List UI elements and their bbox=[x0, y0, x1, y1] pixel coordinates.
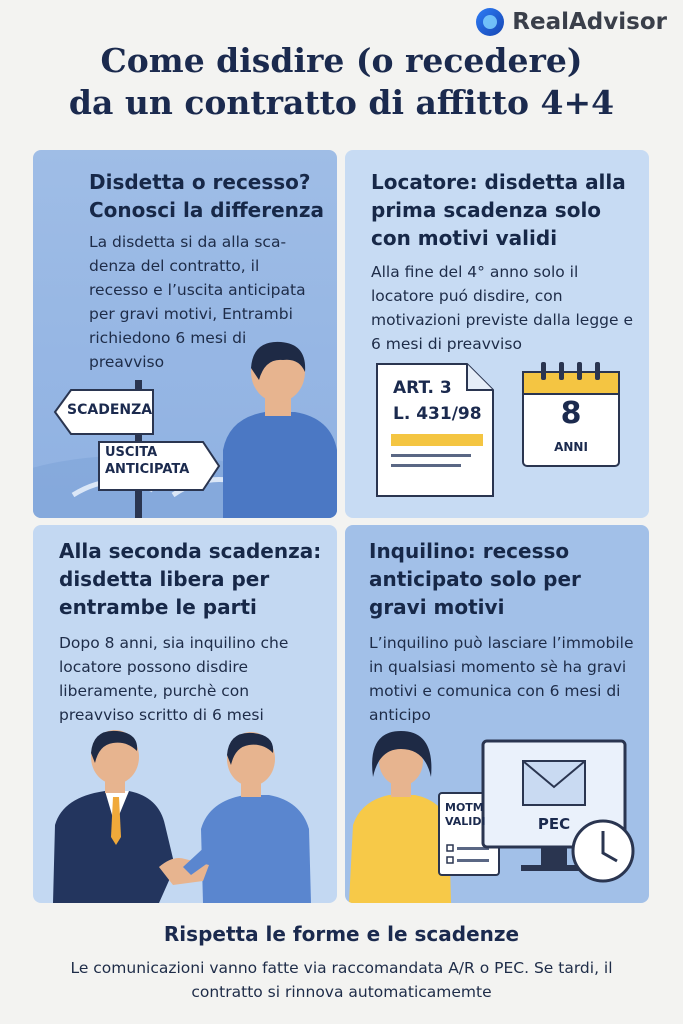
footer-text: Le comunicazioni vanno fatte via raccomandata A/R o PEC. Se tardi, il contratto si rinnova automaticamemte bbox=[70, 959, 613, 1001]
panel-disdetta-recesso bbox=[33, 150, 337, 518]
brand-logo bbox=[476, 8, 667, 36]
panel-heading: Inquilino: recesso anticipato solo per gravi motivi bbox=[369, 539, 581, 619]
page-title bbox=[0, 40, 683, 124]
sign-uscita-anticipata: USCITA ANTICIPATA bbox=[105, 445, 190, 477]
document-label-law: L. 431/98 bbox=[393, 404, 482, 424]
panel-seconda-scadenza bbox=[33, 525, 337, 903]
panel-heading: Locatore: disdetta alla prima scadenza solo con motivi validi bbox=[371, 170, 626, 250]
clipboard-label: MOTM VALIDI bbox=[445, 801, 486, 828]
calendar-number: 8 bbox=[560, 396, 582, 431]
calendar-label: ANNI bbox=[554, 440, 588, 454]
title-line-2: da un contratto di affitto 4+4 bbox=[68, 83, 615, 122]
document-calendar-illustration bbox=[345, 150, 649, 518]
pec-label: PEC bbox=[537, 815, 571, 833]
panel-heading: Disdetta o recesso? Conosci la differenza bbox=[89, 170, 325, 222]
panel-text: Dopo 8 anni, sia inquilino che locatore possono disdire liberamente, purchè con preavviso scritto di 6 mesi bbox=[59, 634, 289, 724]
footer-heading: Rispetta le forme e le scadenze bbox=[163, 922, 520, 946]
tenant-pec-illustration bbox=[345, 525, 649, 903]
handshake-illustration bbox=[33, 525, 337, 903]
panel-text: Alla fine del 4° anno solo il locatore puó disdire, con motivazioni previste dalla legge e 6 mesi di preavviso bbox=[371, 263, 634, 353]
panel-locatore bbox=[345, 150, 649, 518]
document-label-art: ART. 3 bbox=[393, 378, 452, 398]
panel-heading: Alla seconda scadenza: disdetta libera per entrambe le parti bbox=[59, 539, 322, 619]
panel-text: L’inquilino può lasciare l’immobile in qualsiasi momento sè ha gravi motivi e comunica con 6 mesi di anticipo bbox=[369, 634, 634, 724]
sign-scadenza: SCADENZA bbox=[67, 402, 153, 418]
panel-inquilino bbox=[345, 525, 649, 903]
title-line-1: Come disdire (o recedere) bbox=[100, 41, 583, 80]
brand-name: RealAdvisor bbox=[512, 9, 667, 35]
panel-text: La disdetta si da alla sca-denza del contratto, il recesso e l’uscita anticipata per gravi motivi, Entrambi richiedono 6 mesi di preavviso bbox=[89, 233, 306, 371]
realadvisor-logo-icon bbox=[476, 8, 504, 36]
